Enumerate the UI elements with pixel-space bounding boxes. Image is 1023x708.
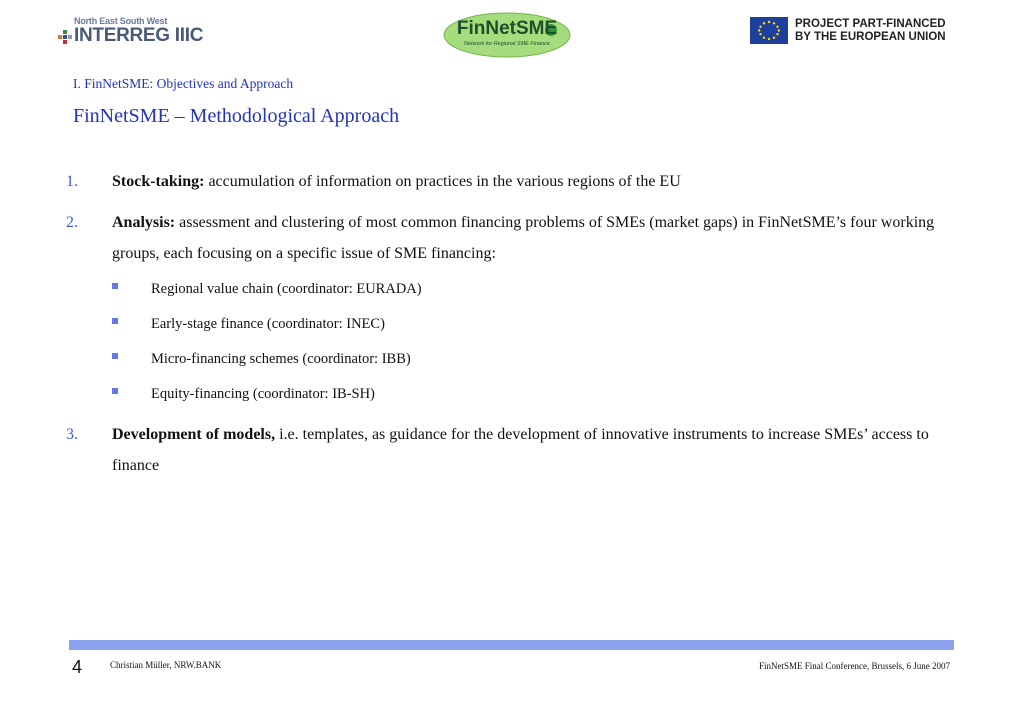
list-item (66, 207, 946, 269)
slide-title: FinNetSME – Methodological Approach (73, 105, 400, 127)
finnetsme-logo (443, 12, 571, 58)
finnetsme-logo-tagline: Network for Regional SME Finance (464, 41, 550, 47)
sub-list-item (66, 314, 946, 335)
square-bullet-icon (112, 388, 118, 394)
item-number: 3. (66, 426, 78, 443)
interreg-name: INTERREG IIIC (74, 25, 204, 46)
list-item (66, 166, 946, 197)
item-text: accumulation of information on practices in the various regions of the EU (204, 173, 681, 190)
eu-line-2: BY THE EUROPEAN UNION (795, 31, 946, 43)
square-bullet-icon (112, 353, 118, 359)
eu-flag-icon (750, 17, 788, 44)
page-number: 4 (72, 657, 83, 677)
item-heading: Analysis: (112, 214, 176, 231)
sub-list-item (66, 349, 946, 370)
section-title: I. FinNetSME: Objectives and Approach (73, 76, 294, 91)
working-groups-list (66, 279, 946, 405)
interreg-logo (58, 16, 208, 50)
footer-bar (69, 640, 954, 650)
sub-list-item (66, 384, 946, 405)
item-number: 1. (66, 173, 78, 190)
item-heading: Stock-taking: (112, 173, 205, 190)
finnetsme-logo-word: FinNetSME (456, 18, 558, 39)
sub-item-text: Regional value chain (coordinator: EURADA) (151, 281, 422, 297)
list-item (66, 419, 946, 481)
item-heading: Development of models, (112, 426, 276, 443)
eu-funding-text (795, 18, 946, 44)
slide-content (66, 166, 946, 491)
sub-list-item (66, 279, 946, 300)
interreg-mark-icon (58, 30, 72, 44)
interreg-subtitle: North East South West (74, 16, 168, 26)
sub-item-text: Early-stage finance (coordinator: INEC) (151, 316, 385, 332)
item-text: assessment and clustering of most common financing problems of SMEs (market gaps) in FinNetSME’s four working groups, each focusing on a specific issue of SME financing: (112, 214, 935, 262)
item-text: i.e. templates, as guidance for the development of innovative instruments to increase SMEs’ access to finance (112, 426, 929, 474)
square-bullet-icon (112, 283, 118, 289)
sub-item-text: Micro-financing schemes (coordinator: IBB) (151, 351, 411, 367)
item-number: 2. (66, 214, 78, 231)
sub-item-text: Equity-financing (coordinator: IB-SH) (151, 386, 375, 402)
square-bullet-icon (112, 318, 118, 324)
eu-funding-logo (750, 17, 970, 47)
footer-event: FinNetSME Final Conference, Brussels, 6 June 2007 (759, 661, 950, 671)
eu-line-1: PROJECT PART-FINANCED (795, 18, 946, 30)
footer-author: Christian Müller, NRW.BANK (110, 660, 222, 670)
